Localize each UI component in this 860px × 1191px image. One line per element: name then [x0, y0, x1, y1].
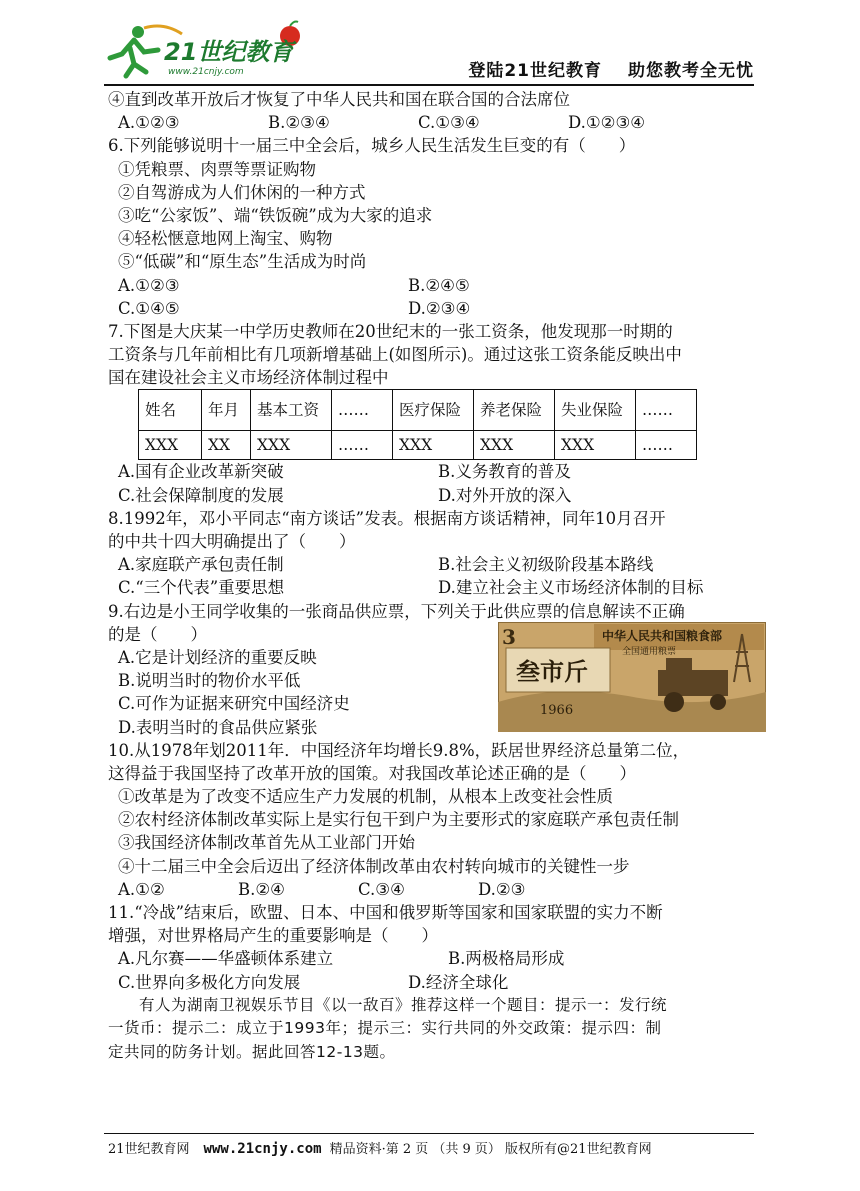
- q11-options-row1: [108, 947, 758, 970]
- q6-options-row2: [108, 297, 758, 320]
- coupon-subtitle: 全国通用粮票: [622, 646, 677, 657]
- q10-item-2: ②农村经济体制改革实际上是实行包干到户为主要形式的家庭联产承包责任制: [118, 810, 679, 830]
- q6-option-d: D.②③④: [408, 298, 471, 318]
- q10-item-1: ①改革是为了改变不适应生产力发展的机制，从根本上改变社会性质: [118, 787, 613, 807]
- wage-header-cell: 年月: [202, 390, 251, 431]
- q7-stem-line-2: 工资条与几年前相比有几项新增基础上(如图所示)。通过这张工资条能反映出中: [108, 345, 682, 365]
- q10-stem-line-1: 10.从1978年划2011年．中国经济年均增长9.8%，跃居世界经济总量第二位，: [108, 740, 690, 760]
- q9-stem-line-1: 9.右边是小王同学收集的一张商品供应票，下列关于此供应票的信息解读不正确: [108, 601, 685, 621]
- wage-header-cell: 失业保险: [555, 390, 636, 431]
- q6-option-a: A.①②③: [118, 275, 180, 295]
- q9-stem-line-2: 的是（ ）: [108, 624, 207, 644]
- q7-stem-line-1: 7.下图是大庆某一中学历史教师在20世纪末的一张工资条，他发现那一时期的: [108, 321, 673, 341]
- q10-option-d: D.②③: [478, 879, 526, 899]
- q6-option-c: C.①④⑤: [118, 298, 180, 318]
- slogan-login: 登陆21世纪教育: [468, 61, 602, 81]
- wage-data-cell: XXX: [139, 431, 202, 460]
- q10-option-a: A.①②: [118, 879, 165, 899]
- q9-option-c: C.可作为证据来研究中国经济史: [118, 694, 350, 714]
- q7-stem-line-3: 国在建设社会主义市场经济体制过程中: [108, 368, 389, 388]
- q6-item-5: ⑤“低碳”和“原生态”生活成为时尚: [118, 252, 367, 272]
- q7-options-row1: [108, 460, 758, 483]
- q8-options-row2: [108, 576, 758, 599]
- q7-options-row2: [108, 484, 758, 507]
- q7-option-c: C.社会保障制度的发展: [118, 485, 284, 505]
- wage-header-cell: ……: [636, 390, 697, 431]
- q11-option-a: A.凡尔赛——华盛顿体系建立: [118, 949, 334, 969]
- q10-options: [108, 878, 758, 901]
- q10-option-b: B.②④: [238, 879, 285, 899]
- footer-url[interactable]: www.21cnjy.com: [203, 1141, 322, 1157]
- q9-option-b: B.说明当时的物价水平低: [118, 671, 301, 691]
- q5-option-a: A.①②③: [118, 113, 180, 133]
- q6-item-4: ④轻松惬意地网上淘宝、购物: [118, 229, 333, 249]
- grain-ration-coupon-image: [498, 622, 766, 732]
- footer-divider: [104, 1133, 754, 1134]
- coupon-issuer: 中华人民共和国粮食部: [602, 628, 723, 643]
- wage-header-cell: 养老保险: [474, 390, 555, 431]
- wage-header-cell: ……: [332, 390, 393, 431]
- wage-data-cell: ……: [332, 431, 393, 460]
- q6-option-b: B.②④⑤: [408, 275, 470, 295]
- header-divider: [104, 84, 754, 86]
- q5-item-4: ④直到改革开放后才恢复了中华人民共和国在联合国的合法席位: [108, 90, 570, 109]
- footer-site: 21世纪教育网: [108, 1142, 190, 1157]
- wage-data-cell: ……: [636, 431, 697, 460]
- coupon-amount: 叁市斤: [516, 656, 588, 686]
- q10-stem-line-2: 这得益于我国坚持了改革开放的国策。对我国改革论述正确的是（ ）: [108, 763, 636, 783]
- q10-item-4: ④十二届三中全会后迈出了经济体制改革由农村转向城市的关键性一步: [118, 856, 630, 876]
- wage-data-cell: XXX: [474, 431, 555, 460]
- q7-option-a: A.国有企业改革新突破: [118, 462, 284, 482]
- logo-url: www.21cnjy.com: [168, 67, 244, 77]
- header-slogan: [442, 56, 754, 81]
- wage-data-cell: XX: [202, 431, 251, 460]
- wage-slip-header-row: [139, 390, 697, 431]
- wage-data-cell: XXX: [251, 431, 332, 460]
- q8-option-a: A.家庭联产承包责任制: [118, 555, 284, 575]
- wage-data-cell: XXX: [555, 431, 636, 460]
- page-header: [104, 20, 754, 84]
- q11-stem-line-2: 增强，对世界格局产生的重要影响是（ ）: [108, 926, 438, 946]
- q8-options-row1: [108, 553, 758, 576]
- q6-stem: 6.下列能够说明十一届三中全会后，城乡人民生活发生巨变的有（ ）: [108, 136, 636, 156]
- q5-option-c: C.①③④: [418, 113, 480, 133]
- q10-option-c: C.③④: [358, 879, 405, 899]
- q8-option-c: C.“三个代表”重要思想: [118, 578, 285, 598]
- slogan-help: 助您教考全无忧: [628, 61, 754, 81]
- q6-options-row1: [108, 274, 758, 297]
- q8-stem-line-1: 8.1992年，邓小平同志“南方谈话”发表。根据南方谈话精神，同年10月召开: [108, 508, 666, 528]
- q9-option-d: D.表明当时的食品供应紧张: [118, 717, 318, 737]
- q8-option-d: D.建立社会主义市场经济体制的目标: [438, 578, 704, 598]
- q11-options-row2: [108, 971, 758, 994]
- q12-13-intro: [108, 994, 758, 1065]
- q11-stem-line-1: 11.“冷战”结束后，欧盟、日本、中国和俄罗斯等国家和国家联盟的实力不断: [108, 903, 663, 922]
- wage-slip-table: [138, 389, 697, 460]
- intro-line-2: 一货币：提示二：成立于1993年；提示三：实行共同的外交政策：提示四：制: [108, 1019, 662, 1038]
- q8-option-b: B.社会主义初级阶段基本路线: [438, 555, 654, 575]
- q11-option-b: B.两极格局形成: [448, 949, 565, 969]
- wage-header-cell: 医疗保险: [393, 390, 474, 431]
- intro-line-3: 定共同的防务计划。据此回答12-13题。: [108, 1042, 396, 1061]
- page-footer: [108, 1138, 652, 1157]
- wage-header-cell: 姓名: [139, 390, 202, 431]
- intro-line-1: 有人为湖南卫视娱乐节目《以一敌百》推荐这样一个题目：提示一：发行统: [139, 995, 668, 1014]
- wage-data-cell: XXX: [393, 431, 474, 460]
- q9-option-a: A.它是计划经济的重要反映: [118, 647, 317, 667]
- q9-block: [108, 600, 758, 739]
- q11-option-d: D.经济全球化: [408, 972, 509, 992]
- logo-text: 21世纪教育: [164, 38, 294, 66]
- wage-header-cell: 基本工资: [251, 390, 332, 431]
- q6-item-2: ②自驾游成为人们休闲的一种方式: [118, 182, 366, 202]
- footer-page-info: 精品资料·第 2 页 （共 9 页） 版权所有@21世纪教育网: [329, 1142, 652, 1157]
- q6-item-1: ①凭粮票、肉票等票证购物: [118, 159, 316, 179]
- wage-slip-data-row: [139, 431, 697, 460]
- coupon-corner-digit: 3: [502, 624, 516, 649]
- question-content: [108, 88, 758, 1064]
- site-logo: [104, 20, 304, 82]
- q8-stem-line-2: 的中共十四大明确提出了（ ）: [108, 532, 356, 551]
- q6-item-3: ③吃“公家饭”、端“铁饭碗”成为大家的追求: [118, 205, 433, 225]
- q5-option-b: B.②③④: [268, 113, 330, 133]
- q5-options: [108, 111, 758, 134]
- coupon-year: 1966: [540, 702, 574, 718]
- q11-option-c: C.世界向多极化方向发展: [118, 972, 301, 992]
- q7-option-b: B.义务教育的普及: [438, 462, 571, 482]
- q5-option-d: D.①②③④: [568, 113, 646, 133]
- q10-item-3: ③我国经济体制改革首先从工业部门开始: [118, 833, 415, 853]
- q7-option-d: D.对外开放的深入: [438, 485, 572, 505]
